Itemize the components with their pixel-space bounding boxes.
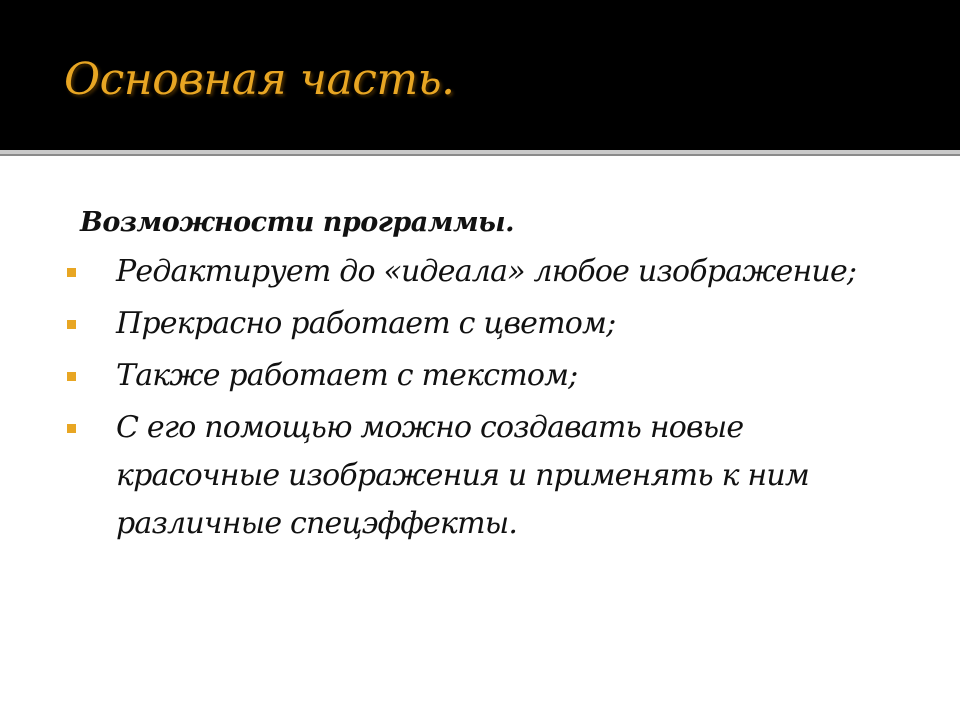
bullet-marker-icon <box>67 372 76 381</box>
bullet-text: Редактирует до «идеала» любое изображение; <box>116 254 857 289</box>
header-divider-shadow <box>0 154 960 156</box>
bullet-text: С его помощью можно создавать новые красочные изображения и применять к ним различные спецэффекты. <box>116 410 809 541</box>
subheading: Возможности программы. <box>80 207 515 238</box>
bullet-text: Также работает с текстом; <box>116 358 578 393</box>
bullet-marker-icon <box>67 320 76 329</box>
slide-title: Основная часть. <box>64 54 455 105</box>
bullet-marker-icon <box>67 424 76 433</box>
bullet-text: Прекрасно работает с цветом; <box>116 306 616 341</box>
bullet-marker-icon <box>67 268 76 277</box>
